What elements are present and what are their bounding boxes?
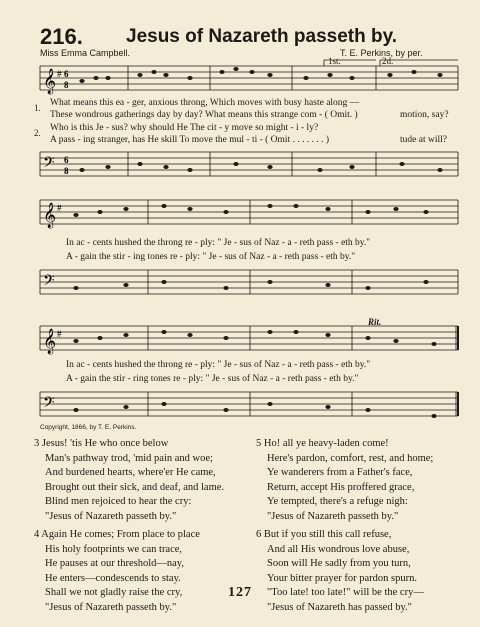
svg-text:𝄢: 𝄢 — [43, 394, 55, 415]
composer-credit: T. E. Perkins, by per. — [340, 48, 423, 58]
system1-bass-staff — [30, 146, 460, 184]
verse-6-line: Soon will He sadly from you turn, — [267, 558, 411, 570]
lyric-line-end-1: motion, say? — [400, 110, 449, 120]
verse-5-line: Return, accept His proffered grace, — [267, 481, 415, 493]
svg-text:8: 8 — [64, 80, 69, 90]
system2-bass-staff — [30, 264, 460, 302]
svg-text:#: # — [57, 329, 62, 339]
system1-treble-staff — [30, 58, 460, 100]
verse-6-line: 6 But if you still this call refuse, — [256, 529, 392, 540]
svg-text:𝄞: 𝄞 — [43, 203, 57, 228]
verse-4-line: He enters—condescends to stay. — [45, 572, 181, 584]
verse-3-line: And burdened hearts, where'er He came, — [45, 467, 216, 479]
system3-treble-staff — [30, 318, 460, 360]
page-number: 127 — [228, 585, 252, 600]
svg-text:𝄞: 𝄞 — [43, 69, 57, 94]
hymn-title: Jesus of Nazareth passeth by. — [126, 26, 398, 47]
verse-4-line: His holy footprints we can trace, — [45, 543, 183, 555]
verse-4-line: He pauses at our threshold—nay, — [45, 558, 184, 570]
verse-5-line: "Jesus of Nazareth passeth by." — [267, 510, 399, 522]
verse-6-line: Your bitter prayer for pardon spurn. — [267, 572, 417, 584]
lyric-line-2: These wondrous gatherings day by day? What means this strange com - ( Omit. ) — [50, 110, 358, 120]
system2-treble-staff — [30, 192, 460, 234]
verse-5-line: Here's pardon, comfort, rest, and home; — [267, 452, 434, 464]
copyright-notice: Copyright, 1866, by T. E. Perkins. — [40, 424, 137, 431]
verse-3 — [34, 437, 224, 525]
stanza-number-2: 2. — [34, 128, 41, 138]
refrain2-line-2: A - gain the stir - ring tones re - ply: " Je - sus of Naz - a - reth pass - eth by." — [66, 374, 359, 384]
verse-3-line: Blind men rejoiced to hear the cry: — [45, 496, 192, 508]
verse-3-line: "Jesus of Nazareth passeth by." — [45, 510, 177, 522]
lyric-line-1: What means this ea - ger, anxious throng, Which moves with busy haste along — — [50, 98, 360, 108]
verse-4-line: 4 Again He comes; From place to place — [34, 529, 200, 540]
refrain-line-1: In ac - cents hushed the throng re - ply: " Je - sus of Naz - a - reth pass - eth by." — [66, 238, 371, 248]
lyricist-credit: Miss Emma Campbell. — [40, 48, 131, 58]
verse-6-line: And all His wondrous love abuse, — [267, 543, 410, 555]
refrain-line-2: A - gain the stir - ing tones re - ply: " Je - sus of Naz - a - reth pass - eth by." — [66, 252, 356, 262]
svg-text:𝄞: 𝄞 — [43, 329, 57, 354]
verse-6-line: "Too late! too late!" will be the cry— — [267, 587, 424, 599]
refrain2-line-1: In ac - cents hushed the throng re - ply: " Je - sus of Naz - a - reth pass - eth by." — [66, 360, 371, 370]
verse-4-line: "Jesus of Nazareth passeth by." — [45, 601, 177, 613]
svg-text:6: 6 — [64, 69, 69, 79]
second-ending-label: 2d. — [382, 56, 394, 66]
verse-3-line: Man's pathway trod, 'mid pain and woe; — [45, 452, 213, 464]
lyric-line-end-2: tude at will? — [400, 135, 447, 145]
verse-4 — [34, 528, 200, 616]
stanza-number-1: 1. — [34, 103, 41, 113]
verse-3-line: Brought out their sick, and deaf, and lame. — [45, 481, 225, 493]
system3-bass-staff — [30, 386, 460, 424]
verse-6 — [256, 528, 424, 616]
verse-5-line: Ye wanderers from a Father's face, — [267, 467, 413, 479]
verse-5 — [256, 437, 433, 525]
lyric-line-3: Who is this Je - sus? why should He The cit - y move so might - i - ly? — [50, 123, 319, 133]
svg-text:#: # — [57, 69, 62, 79]
svg-text:#: # — [57, 203, 62, 213]
verse-3-line: 3 Jesus! 'tis He who once below — [34, 438, 169, 449]
svg-text:6: 6 — [64, 155, 69, 165]
verse-5-line: 5 Ho! all ye heavy-laden come! — [256, 438, 389, 449]
verse-6-line: "Jesus of Nazareth has passed by." — [267, 601, 412, 613]
svg-text:𝄢: 𝄢 — [43, 154, 55, 175]
ritardando-mark: Rit. — [368, 317, 382, 327]
lyric-line-4: A pass - ing stranger, has He skill To move the mul - ti - ( Omit . . . . . . . ) — [50, 135, 329, 145]
verse-4-line: Shall we not gladly raise the cry, — [45, 587, 183, 599]
hymn-number: 216. — [40, 24, 83, 49]
first-ending-label: 1st. — [328, 56, 341, 66]
svg-text:8: 8 — [64, 166, 69, 176]
svg-text:𝄢: 𝄢 — [43, 272, 55, 293]
verse-5-line: Ye tempted, there's a refuge nigh: — [267, 496, 408, 508]
